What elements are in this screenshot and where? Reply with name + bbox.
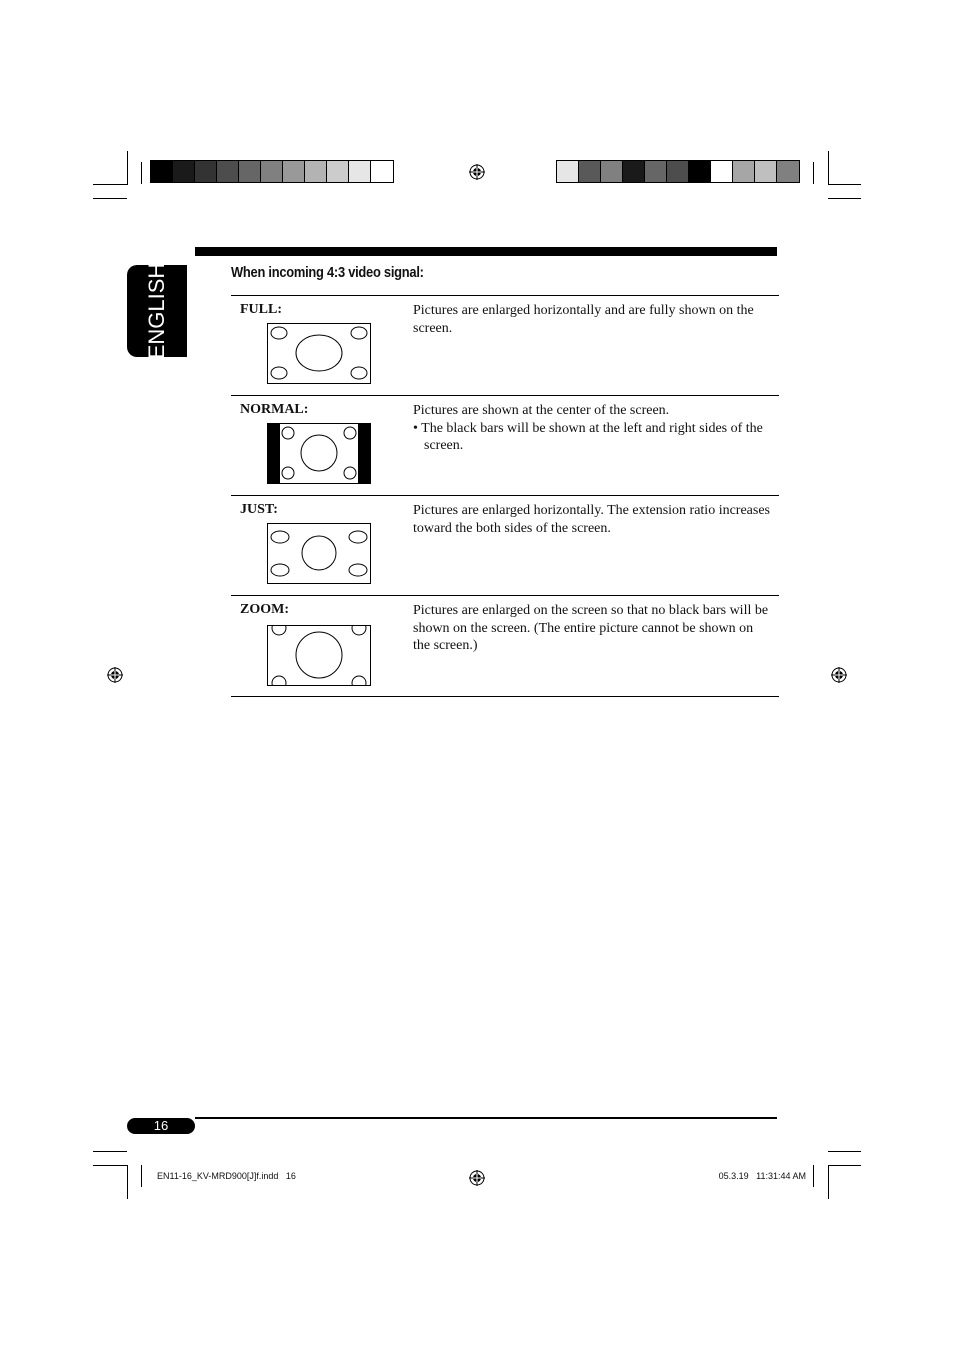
crop-mark <box>93 198 127 199</box>
color-swatch <box>689 161 711 182</box>
normal-mode-icon <box>267 423 371 484</box>
color-swatch <box>623 161 645 182</box>
full-mode-icon <box>267 323 371 384</box>
mode-description <box>413 502 773 537</box>
color-swatch <box>173 161 195 182</box>
color-swatch <box>305 161 327 182</box>
top-rule <box>195 247 777 256</box>
color-swatch <box>195 161 217 182</box>
color-calibration-bar-left <box>150 160 394 183</box>
color-swatch <box>349 161 371 182</box>
mode-description-text: Pictures are enlarged on the screen so that no black bars will be shown on the screen. (The entire picture cannot be shown on the screen.) <box>413 603 769 653</box>
color-swatch <box>151 161 173 182</box>
color-swatch <box>261 161 283 182</box>
registration-mark-icon <box>469 164 485 180</box>
registration-mark-icon <box>469 1170 485 1186</box>
color-swatch <box>601 161 623 182</box>
language-tab-label: ENGLISH <box>144 262 169 360</box>
mode-label: NORMAL: <box>240 402 309 417</box>
mode-description <box>413 402 773 455</box>
footer-file-name: EN11-16_KV-MRD900[J]f.indd 16 <box>157 1171 296 1181</box>
color-swatch <box>239 161 261 182</box>
color-swatch <box>283 161 305 182</box>
crop-mark <box>828 184 861 185</box>
crop-mark <box>127 151 128 185</box>
color-swatch <box>777 161 799 182</box>
mode-row-zoom <box>231 595 779 697</box>
page-number: 16 <box>127 1118 195 1134</box>
color-swatch <box>755 161 777 182</box>
crop-mark <box>828 1165 829 1199</box>
mode-description-text: Pictures are enlarged horizontally. The extension ratio increases toward the both sides of the screen. <box>413 503 770 536</box>
registration-mark-icon <box>107 667 123 683</box>
footer-timestamp: 05.3.19 11:31:44 AM <box>718 1171 806 1181</box>
crop-mark <box>141 1165 142 1187</box>
mode-description-text: Pictures are shown at the center of the screen. <box>413 403 670 418</box>
just-mode-icon <box>267 523 371 584</box>
crop-mark <box>93 184 127 185</box>
color-swatch <box>327 161 349 182</box>
mode-label: FULL: <box>240 302 282 317</box>
crop-mark <box>813 162 814 184</box>
mode-row-just <box>231 495 779 596</box>
mode-row-full <box>231 295 779 396</box>
crop-mark <box>93 1165 127 1166</box>
mode-description <box>413 602 773 655</box>
mode-description-text: Pictures are enlarged horizontally and are fully shown on the screen. <box>413 303 754 336</box>
zoom-mode-icon <box>267 625 371 686</box>
registration-mark-icon <box>831 667 847 683</box>
bottom-rule <box>195 1117 777 1119</box>
mode-row-normal <box>231 395 779 496</box>
color-swatch <box>667 161 689 182</box>
mode-label: JUST: <box>240 502 278 517</box>
color-swatch <box>371 161 393 182</box>
crop-mark <box>828 198 861 199</box>
color-swatch <box>579 161 601 182</box>
crop-mark <box>828 151 829 185</box>
crop-mark <box>127 1165 128 1199</box>
mode-label: ZOOM: <box>240 602 289 617</box>
color-swatch <box>645 161 667 182</box>
color-calibration-bar-right <box>556 160 800 183</box>
section-heading: When incoming 4:3 video signal: <box>231 264 424 281</box>
crop-mark <box>141 162 142 184</box>
color-swatch <box>557 161 579 182</box>
color-swatch <box>217 161 239 182</box>
crop-mark <box>828 1151 861 1152</box>
mode-description <box>413 302 773 337</box>
crop-mark <box>813 1165 814 1187</box>
mode-description-bullet: • The black bars will be shown at the left and right sides of the screen. <box>413 420 763 453</box>
color-swatch <box>711 161 733 182</box>
color-swatch <box>733 161 755 182</box>
crop-mark <box>93 1151 127 1152</box>
crop-mark <box>828 1165 861 1166</box>
language-tab <box>127 262 187 360</box>
